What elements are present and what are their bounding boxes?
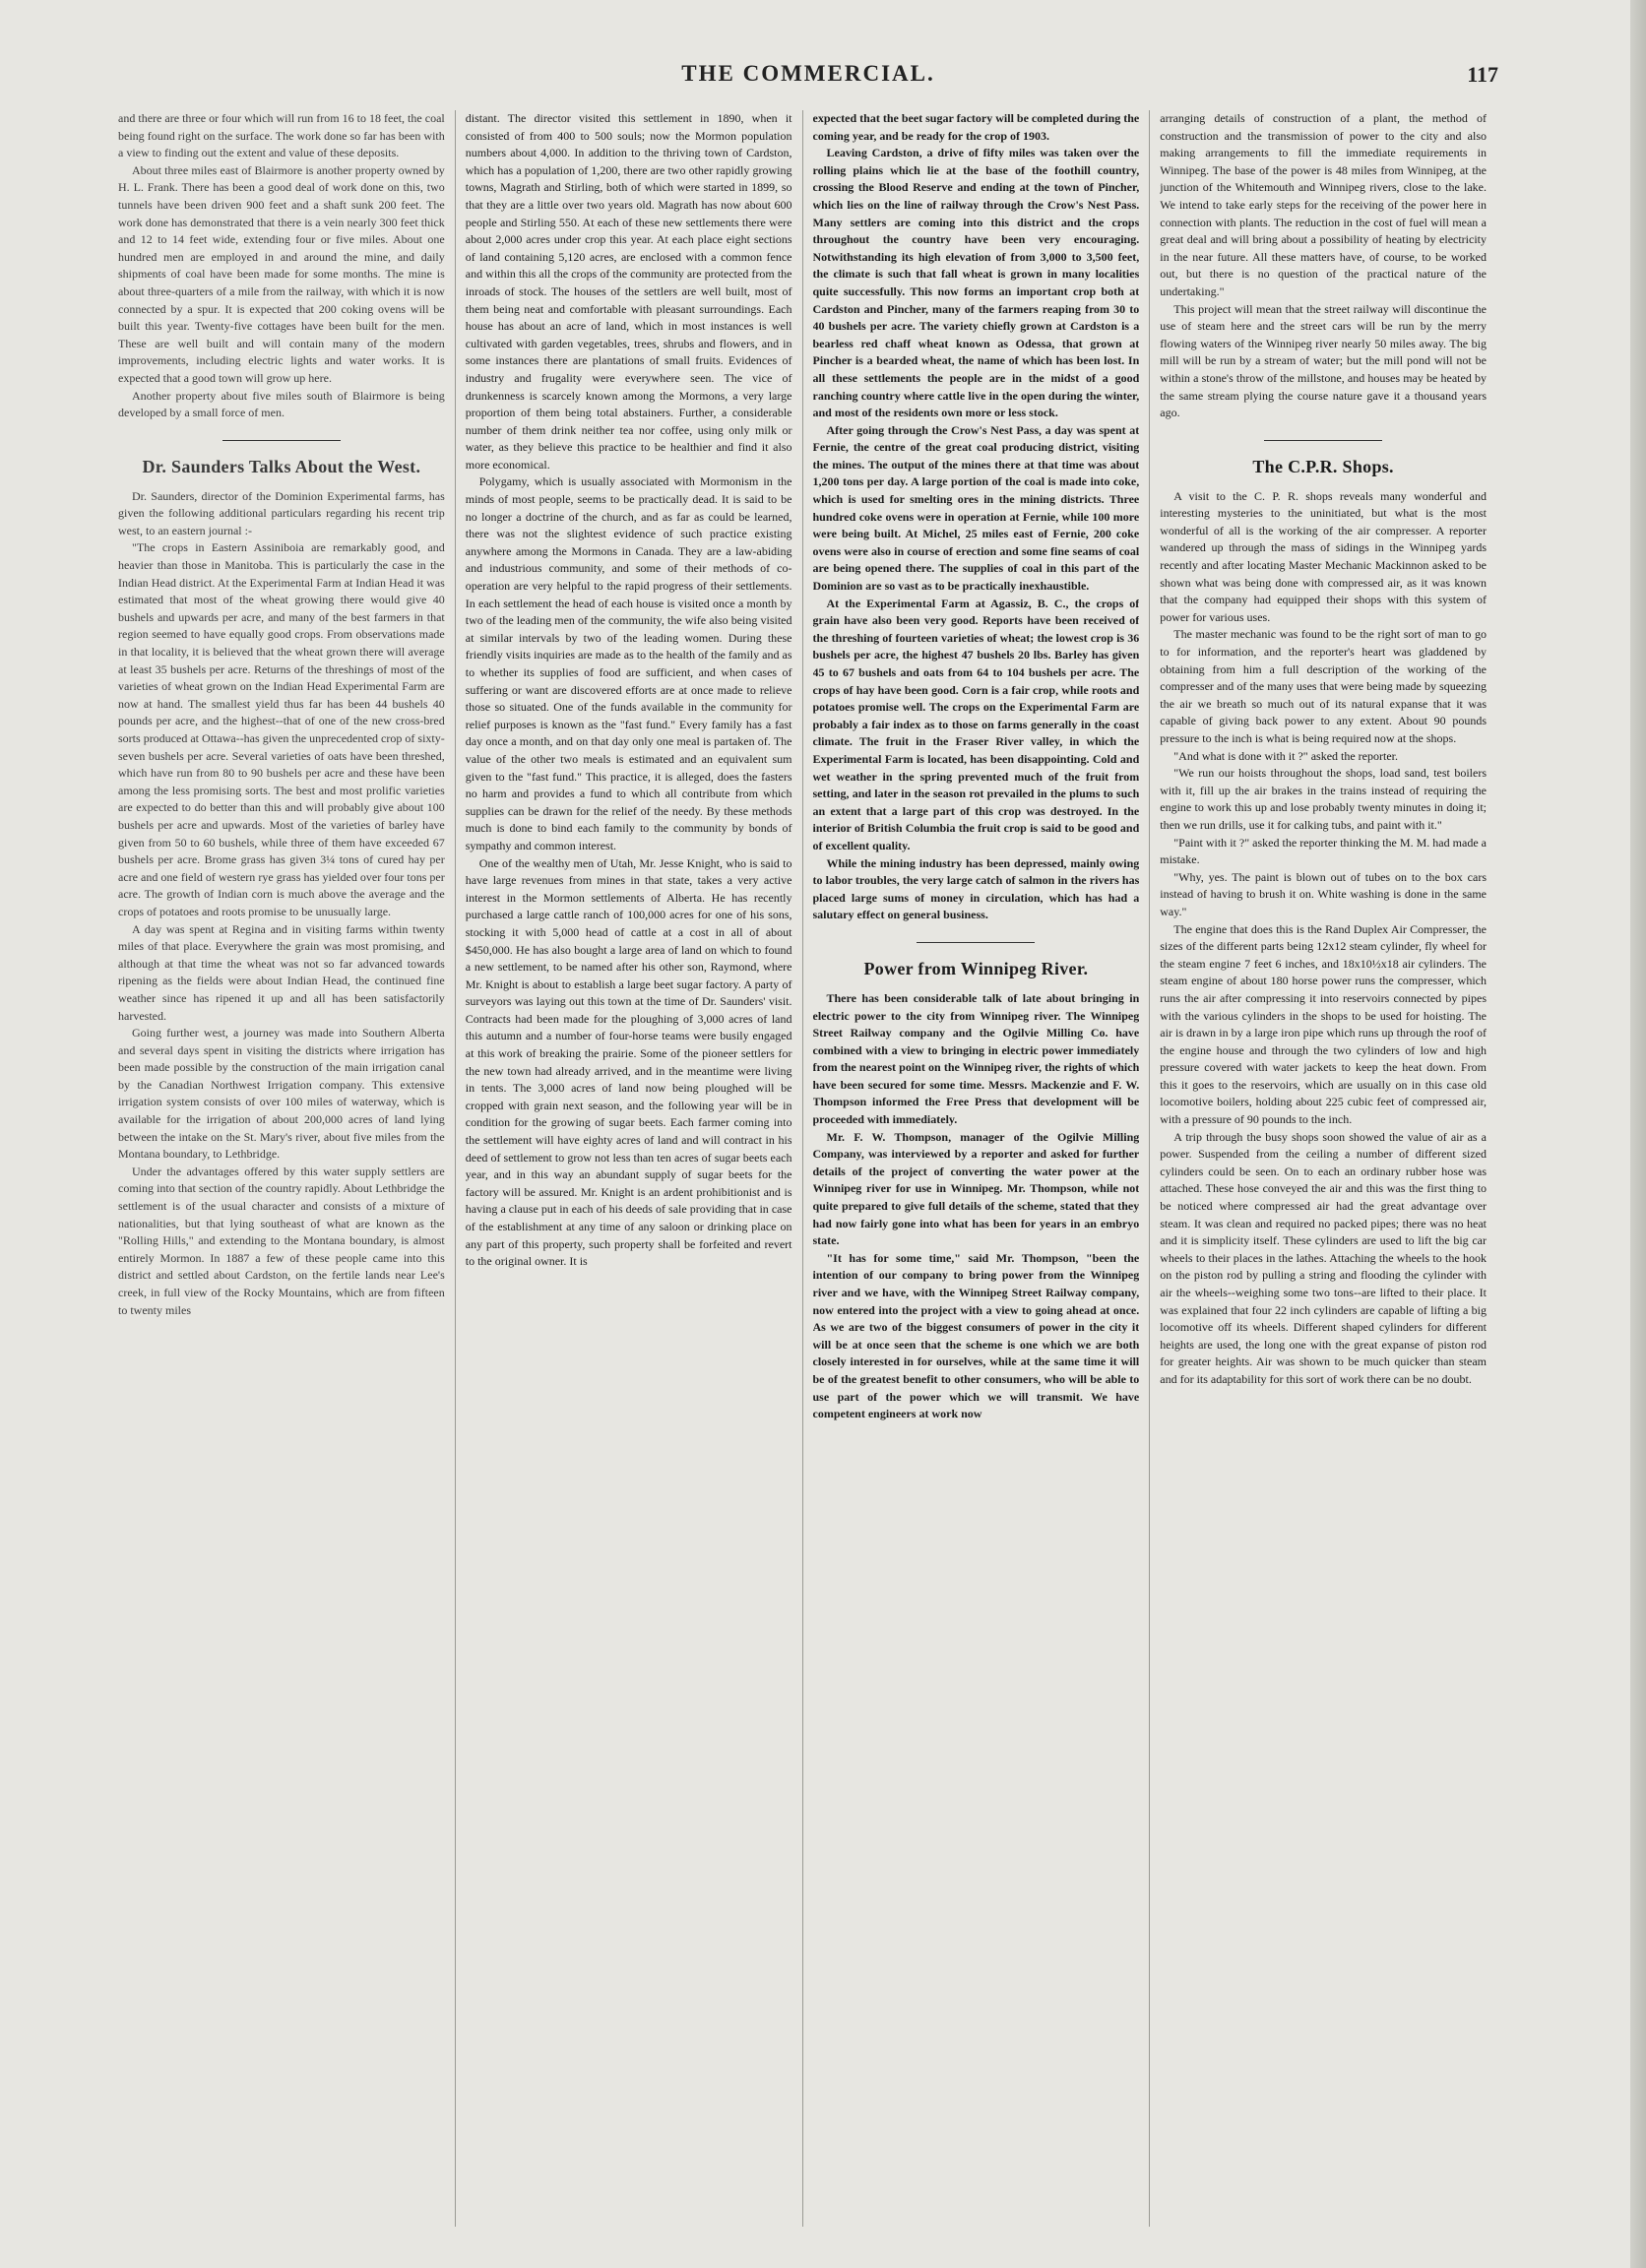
article-paragraph: A day was spent at Regina and in visiting farms within twenty miles of that place. Everywhere the grain was most promising, and although at that time the wheat was not so far advanced towards ripening as the fields were about Indian Head, the continued fine weather since has ripened it up and all has been satisfactorily harvested. <box>118 921 445 1023</box>
article-paragraph: Going further west, a journey was made into Southern Alberta and several days spent in visiting the districts where irrigation has been made possible by the construction of the main irrigation canal by the Canadian Northwest Irrigation company. This extensive irrigation system consists of over 100 miles of waterway, which is available for the irrigation of about 200,000 acres of land lying between the intake on the St. Mary's river, about five miles from the Montana boundary, to Lethbridge. <box>118 1026 445 1162</box>
article-paragraph: "We run our hoists throughout the shops, load sand, test boilers with it, fill up the air brakes in the trains instead of requiring the engine to work this up and lose probably twenty minutes in doing it; then we run drills, use it for calking tubs, and paint with it." <box>1160 766 1487 832</box>
masthead <box>118 61 1498 94</box>
article-paragraph: and there are three or four which will run from 16 to 18 feet, the coal being found right on the surface. The work done so far has been with a view to finding out the extent and value of these deposits. <box>118 111 445 160</box>
article-headline: The C.P.R. Shops. <box>1252 456 1394 476</box>
column-1 <box>118 110 445 2227</box>
article-columns <box>118 110 1487 2227</box>
article-paragraph: Polygamy, which is usually associated with Mormonism in the minds of most people, seems to be practically dead. It is said to be no longer a doctrine of the church, and as far as could be learned, there was not the slightest evidence of such practice existing anywhere among the Mormons in Canada. They are a law-abiding and industrious community, and some of their methods of co-operation are very helpful to the rapid progress of their settlements. In each settlement the head of each house is visited once a month by two of the leading men of the community, the wife also being visited at similar intervals by two of the leading women. During these friendly visits inquiries are made as to the health of the family and as to whether its supplies of food are sufficient, and when cases of suffering or want are discovered efforts are at once made to relieve those so situated. One of the funds available in the community for relief purposes is known as the "fast fund." Every family has a fast day once a month, and on that day only one meal is partaken of. The value of the other two meals is estimated and an equivalent sum given to the "fast fund." This practice, it is alleged, does the fasters no harm and provides a fund to which all contribute from which supplies can be drawn for the relief of the needy. By these methods much is done to bind each family to the community by bonds of sympathy and common interest. <box>465 474 792 852</box>
column-3 <box>813 110 1140 2227</box>
article-paragraph: "It has for some time," said Mr. Thompson, "been the intention of our company to bring power from the Winnipeg river and we have, with the Winnipeg Street Railway company, now entered into the project with a view to going ahead at once. As we are two of the biggest consumers of power in the city it will be at once seen that the scheme is one which we are both closely interested in for ourselves, while at the same time it will be of the greatest benefit to other consumers, who will be able to use part of the power which we will transmit. We have competent engineers at work now <box>812 1250 1140 1421</box>
article-paragraph: "The crops in Eastern Assiniboia are remarkably good, and heavier than those in Manitoba. This is particularly the case in the Indian Head district. At the Experimental Farm at Indian Head it was estimated that most of the wheat growing there would give 40 bushels and upwards per acre, and many of the best farmers in that region seemed to have equally good crops. From observations made in that locality, it is believed that the wheat grown there will average at least 35 bushels per acre. Returns of the threshings of most of the varieties of wheat grown on the Indian Head Experimental Farm are now at hand. The smallest yield thus far has been 44 bushels 40 pounds per acre, and the highest--that of one of the new cross-bred sorts produced at Ottawa--has given the unprecedented crop of sixty-seven bushels per acre. Several varieties of oats have been threshed, which have run from 80 to 90 bushels per acre and these have been among the less promising sorts. The best and most prolific varieties are expected to do better than this and will probably give about 100 bushels per acre and upwards. Most of the varieties of barley have given from 50 to 60 bushels, while three of them have exceeded 67 bushels per acre. Brome grass has given 3¼ tons of cured hay per acre and one field of western rye grass has yielded over four tons per acre. The growth of Indian corn is much above the average and the crops of potatoes and roots promise to be unusually large. <box>118 540 445 918</box>
column-divider <box>802 110 803 2227</box>
article-paragraph: Under the advantages offered by this water supply settlers are coming into that section of the country rapidly. About Lethbridge the settlement is of the usual character and consists of a mixture of nationalities, but that lying southeast of what are known as the "Rolling Hills," and extending to the Montana boundary, is almost entirely Mormon. In 1887 a few of these people came into this district and settled about Cardston, on the fertile lands near Lee's creek, in full view of the Rocky Mountains, which are from fifteen to twenty miles <box>118 1164 445 1317</box>
article-paragraph: The engine that does this is the Rand Duplex Air Compresser, the sizes of the different parts being 12x12 steam cylinder, fly wheel for the steam engine 7 feet 6 inches, and 18x10½x18 air cylinders. The steam engine of about 180 horse power runs the compresser, which runs the air after compressing it into reservoirs connected by pipes with the various cylinders in the shops to be used for hoisting. The air is drawn in by a large iron pipe which runs up through the roof of the engine house and through the two cylinders of low and high pressure covered with water jackets to keep the heat down. From this it goes to the reservoirs, which are usually on in this case old locomotive boilers, holding about 225 cubic feet of compressed air, with a pressure of 90 pounds to the inch. <box>1160 921 1487 1127</box>
article-paragraph: "Why, yes. The paint is blown out of tubes on to the box cars instead of having to brush it on. White washing is done in the same way." <box>1160 869 1487 918</box>
article-paragraph: A trip through the busy shops soon showed the value of air as a power. Suspended from the ceiling a number of different sized cylinders could be seen. On to each an ordinary rubber hose was attached. These hose conveyed the air and this was the first thing to be noticed where compressed air had the great advantage over steam. It was clean and required no packed pipes; there was no heat and it is simplicity itself. These cylinders are used to lift the big car wheels to their places in the lathes. Attaching the wheels to the hook on the piston rod by pulling a string and flooding the cylinder with air the wheels--weighing some two tons--are lifted to their place. It was explained that four 22 inch cylinders are capable of lifting a big locomotive off its wheels. Different shaped cylinders for different heights are used, the long one with the great expanse of piston rod for greater heights. Air was shown to be much quicker than steam and for its adaptability for this sort of work there can be no doubt. <box>1160 1129 1487 1386</box>
article-paragraph: Leaving Cardston, a drive of fifty miles was taken over the rolling plains which lie at the base of the foothill country, crossing the Blood Reserve and ending at the town of Pincher, which lies on the line of railway through the Crow's Nest Pass. Many settlers are coming into this district and the crops throughout the country have been very encouraging. Notwithstanding its high elevation of from 3,000 to 3,500 feet, the climate is such that fall wheat is grown in many localities quite successfully. This now forms an important crop both at Cardston and Pincher, many of the farmers reaping from 30 to 40 bushels per acre. The variety chiefly grown at Cardston is a bearless red chaff wheat known as Odessa, that grown at Pincher is a bearded wheat, the name of which has been lost. In all these settlements the people are in the midst of a good ranching country where cattle live in the open during the winter, and most of the residents own more or less stock. <box>812 146 1140 420</box>
column-divider <box>455 110 456 2227</box>
article-paragraph: There has been considerable talk of late about bringing in electric power to the city from Winnipeg river. The Winnipeg Street Railway company and the Ogilvie Milling Co. have combined with a view to bringing in electric power immediately from the nearest point on the Winnipeg river, the rights of which have been secured for some time. Messrs. Mackenzie and F. W. Thompson informed the Free Press that development will be proceeded with immediately. <box>812 990 1140 1127</box>
article-paragraph: While the mining industry has been depressed, mainly owing to labor troubles, the very large catch of salmon in the rivers has placed large sums of money in circulation, which has had a salutary effect on general business. <box>812 855 1140 922</box>
article-paragraph: This project will mean that the street railway will discontinue the use of steam here and the street cars will be run by the merry flowing waters of the Winnipeg river nearly 50 miles away. The big mill will be run by a stream of water; but the mill pond will not be within a stone's throw of the millstone, and houses may be heated by the same stream plying the course nature gave it a thousand years ago. <box>1160 301 1487 420</box>
article-paragraph: The master mechanic was found to be the right sort of man to go to for information, and the reporter's heart was gladdened by obtaining from him a full description of the working of the compresser and of the many uses that were being made by squeezing the air we breath so much out of its natural expanse that it was capable of giving back power to any extent. About 90 pounds pressure to the inch is what is being required now at the shops. <box>1160 627 1487 745</box>
article-paragraph: arranging details of construction of a plant, the method of construction and the transmission of power to the city and also making arrangements to fill the immediate requirements in Winnipeg. The base of the power is 48 miles from Winnipeg, at the junction of the Whitemouth and Winnipeg rivers, close to the lake. We intend to take early steps for the receiving of the power here in connection with plants. The reduction in the cost of fuel will mean a great deal and will bring about a possibility of heating by electricity in the near future. All these matters have, of course, to be worked out, but there is no question of the practical nature of the undertaking." <box>1160 111 1487 298</box>
article-paragraph: At the Experimental Farm at Agassiz, B. C., the crops of grain have also been very good. Reports have been received of the threshing of fourteen varieties of wheat; the lowest crop is 36 bushels per acre, the highest 47 bushels 20 lbs. Barley has given 45 to 67 bushels and oats from 64 to 104 bushels per acre. The crops of hay have been good. Corn is a fair crop, while roots and potatoes promise well. The crops on the Experimental Farm are probably a fair index as to those on farms generally in the coast climate. The fruit in the Fraser River valley, in which the Experimental Farm is located, has been disappointing. Cold and wet weather in the spring prevented much of the fruit from setting, and later in the season rot prevailed in the plums to such an extent that a large part of this crop was destroyed. In the interior of British Columbia the fruit crop is said to be good and of excellent quality. <box>812 596 1140 852</box>
article-headline: Power from Winnipeg River. <box>863 958 1089 978</box>
article-paragraph: One of the wealthy men of Utah, Mr. Jesse Knight, who is said to have large revenues from mines in that state, takes a very active interest in the Mormon settlements of Alberta. He has recently purchased a large cattle ranch of 100,000 acres for one of his sons, stocking it with 5,000 head of cattle at a cost in all of about $450,000. He has also bought a large area of land on which to found a new settlement, to be named after his other son, Raymond, where Mr. Knight is about to establish a large beet sugar factory. A party of surveyors was laying out this town at the time of Dr. Saunders' visit. Contracts had been made for the ploughing of 3,000 acres of land this autumn and a number of four-horse teams were busily engaged at this work of breaking the prairie. Some of the pioneer settlers for the new town had already arrived, and in the meantime were living in tents. The 3,000 acres of land now being ploughed will be cropped with grain next season, and the following year will be in condition for the growing of sugar beets. Each farmer coming into the settlement will have eighty acres of land and will contract in his deed of settlement to grow not less than ten acres of sugar beets each year, and in this way an abundant supply of sugar beets for the factory will be assured. Mr. Knight is an ardent prohibitionist and is having a clause put in each of his deeds of sale providing that in case of the establishment at any time of any saloon or drinking place on any part of this property, such property shall be forfeited and revert to the original owner. It is <box>465 855 792 1269</box>
article-paragraph: Dr. Saunders, director of the Dominion Experimental farms, has given the following additional particulars regarding his recent trip west, to an eastern journal :- <box>118 488 445 537</box>
column-divider <box>1149 110 1150 2227</box>
article-paragraph: After going through the Crow's Nest Pass, a day was spent at Fernie, the centre of the great coal producing district, visiting the mines. The output of the mines there at that time was about 1,200 tons per day. A large portion of the coal is made into coke, which is used for smelting ores in the mining districts. Three hundred coke ovens were in operation at Fernie, while 100 more were being built. At Michel, 25 miles east of Fernie, 200 coke ovens were also in course of erection and some fine seams of coal are being opened there. The supplies of coal in this part of the Dominion are so vast as to be practically inexhaustible. <box>812 422 1140 594</box>
article-paragraph: A visit to the C. P. R. shops reveals many wonderful and interesting mysteries to the uninitiated, but what is the most wonderful of all is the working of the air compresser. A reporter wandered up through the mass of sidings in the Winnipeg yards recently and after locating Master Mechanic Mackinnon asked to be shown what was being done with compressed air, as it was known that the company had equipped their shops with this system of power for various uses. <box>1160 488 1487 624</box>
article-paragraph: "Paint with it ?" asked the reporter thinking the M. M. had made a mistake. <box>1160 835 1487 867</box>
scan-edge <box>1630 0 1646 2268</box>
newspaper-title: THE COMMERCIAL. <box>681 61 935 86</box>
article-headline: Dr. Saunders Talks About the West. <box>142 456 421 476</box>
article-paragraph: "And what is done with it ?" asked the reporter. <box>1173 748 1398 763</box>
column-4 <box>1160 110 1487 2227</box>
column-2 <box>466 110 792 2227</box>
article-paragraph: distant. The director visited this settlement in 1890, when it consisted of from 400 to 500 souls; now the Mormon population numbers about 4,000. In addition to the thriving town of Cardston, which has a population of 1,200, there are two other rapidly growing towns, Magrath and Stirling, both of which were started in 1899, so that they are a little over two years old. Magrath has now about 600 people and Stirling 550. At each of these new settlements there were about 2,000 acres under crop this year. At each place eight sections of land containing 5,120 acres, are enclosed with a common fence and within this all the crops of the community are protected from the inroads of stock. The houses of the settlers are well built, most of them being neat and comfortable with pleasant surroundings. Each house has about an acre of land, which in most instances is well cultivated with garden vegetables, trees, shrubs and flowers, and in some instances there are plantations of small fruits. Evidences of industry and frugality were everywhere seen. The vice of drunkenness is scarcely known among the Mormons, a very large proportion of them being total abstainers. Further, a considerable number of them drink neither tea nor coffee, using only milk or water, as they believe this practice to be healthier and find it also more economical. <box>465 111 792 472</box>
page-number: 117 <box>1467 62 1498 87</box>
article-paragraph: expected that the beet sugar factory will be completed during the coming year, and be ready for the crop of 1903. <box>812 111 1140 143</box>
section-rule <box>1264 440 1382 441</box>
section-rule <box>222 440 341 441</box>
section-rule <box>917 942 1035 943</box>
article-paragraph: Mr. F. W. Thompson, manager of the Ogilvie Milling Company, was interviewed by a reporter and asked for further details of the project of converting the water power at the Winnipeg river for use in Winnipeg. Mr. Thompson, while not quite prepared to give full details of the scheme, stated that they had now fairly gone into what has been for years in an embryo state. <box>812 1129 1140 1248</box>
article-paragraph: Another property about five miles south of Blairmore is being developed by a small force of men. <box>118 388 445 420</box>
article-paragraph: About three miles east of Blairmore is another property owned by H. L. Frank. There has been a good deal of work done on this, two tunnels have been driven 900 feet and a shaft sunk 200 feet. The work done has demonstrated that there is a vein nearly 300 feet thick and 12 to 14 feet wide, extending four or five miles. About one hundred men are employed in and around the mine, and daily shipments of coal have been made for some months. The mine is about three-quarters of a mile from the railway, with which it is now connected by a spur. It is expected that 200 coking ovens will be built this year. Twenty-five cottages have been built for the men. These are well built and will contain many of the modern improvements, including electric lights and water works. It is expected that a good town will grow up here. <box>118 162 445 385</box>
